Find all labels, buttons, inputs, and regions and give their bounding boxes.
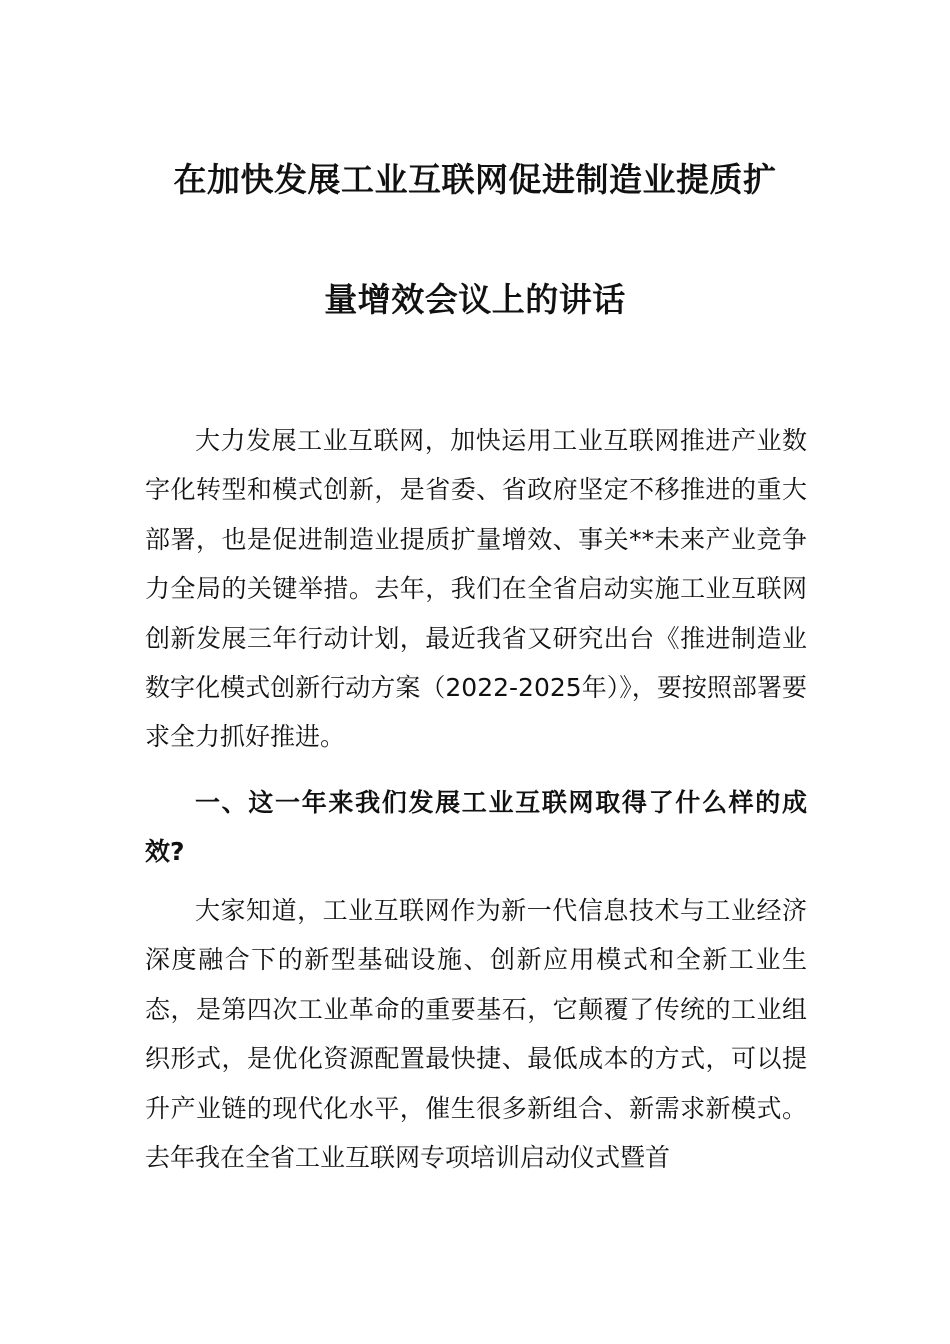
body-paragraph-1: 大力发展工业互联网，加快运用工业互联网推进产业数字化转型和模式创新，是省委、省政府坚定不移推进的重大部署，也是促进制造业提质扩量增效、事关**未来产业竞争力全局的关键举措。去年，我们在全省启动实施工业互联网创新发展三年行动计划，最近我省又研究出台《推进制造业数字化模式创新行动方案（2022-2025年）》，要按照部署要求全力抓好推进。 [145,426,807,752]
body-paragraph-2: 大家知道，工业互联网作为新一代信息技术与工业经济深度融合下的新型基础设施、创新应用模式和全新工业生态，是第四次工业革命的重要基石，它颠覆了传统的工业组织形式，是优化资源配置最快捷、最低成本的方式，可以提升产业链的现代化水平，催生很多新组合、新需求新模式。去年我在全省工业互联网专项培训启动仪式暨首 [145,896,807,1173]
document-title-line-2: 量增效会议上的讲话 [324,280,626,319]
section-heading-1: 一、这一年来我们发展工业互联网取得了什么样的成效? [145,788,807,867]
document-title-line-1: 在加快发展工业互联网促进制造业提质扩 [173,160,777,199]
